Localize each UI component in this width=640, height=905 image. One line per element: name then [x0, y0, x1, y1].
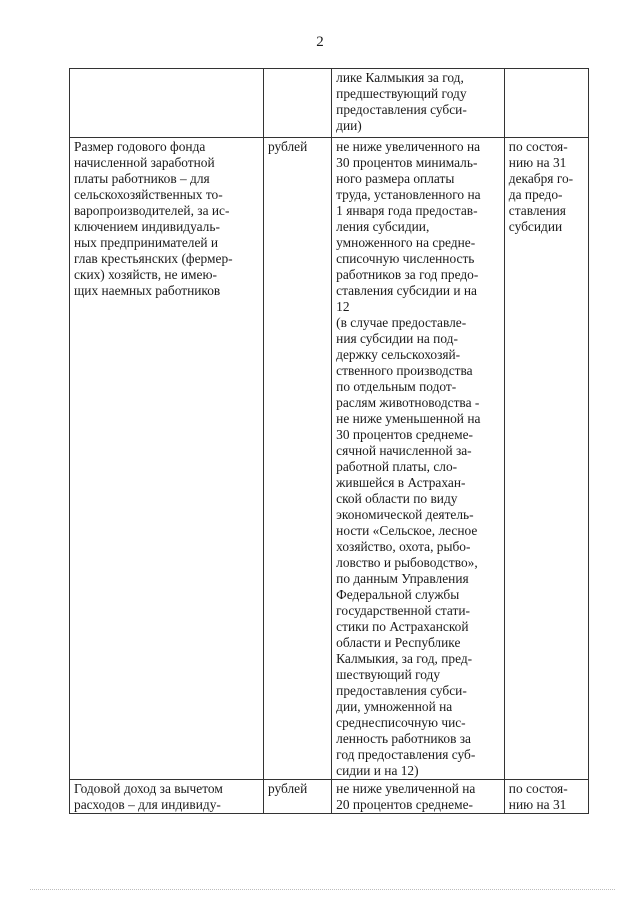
table-row — [70, 138, 589, 780]
date-cell — [504, 69, 588, 138]
value-cell: лике Калмыкия за год, предшествующий году предоставления субси- дии) — [332, 69, 505, 138]
indicator-cell: Размер годового фонда начисленной заработной платы работников – для сельскохозяйственных то- варопроизводителей, за ис- ключением индивидуаль- ных предпринимателей и глав крестьянских (фермер- ских) хозяйств, не имею- щих наемных работников — [70, 138, 264, 780]
table-row — [70, 780, 589, 814]
value-cell: не ниже увеличенного на 30 процентов минималь- ного размера оплаты труда, установленного на 1 января года предостав- ления субсидии, умноженного на средне- списочную численность работников за год предо- ставления субсидии и на 12 (в случае предоставле- ния субсидии на под- держку сельскохозяй- ственного производства по отдельным подот- раслям животноводства - не ниже уменьшенной на 30 процентов среднеме- сячной начисленной за- работной платы, сло- жившейся в Астрахан- ской области по виду экономической деятель- ности «Сельское, лесное хозяйство, охота, рыбо- ловство и рыбоводство», по данным Управления Федеральной службы государственной стати- стики по Астраханской области и Республике Калмыкия, за год, пред- шествующий году предоставления субси- дии, умноженной на среднесписочную чис- ленность работников за год предоставления суб- сидии и на 12) — [332, 138, 505, 780]
unit-cell: рублей — [263, 780, 331, 814]
unit-cell: рублей — [263, 138, 331, 780]
indicator-cell — [70, 69, 264, 138]
criteria-table — [69, 68, 589, 814]
page-bottom-rule — [30, 889, 615, 890]
date-cell: по состоя- нию на 31 декабря го- да предо- ставления субсидии — [504, 138, 588, 780]
unit-cell — [263, 69, 331, 138]
value-cell: не ниже увеличенной на 20 процентов среднеме- — [332, 780, 505, 814]
page-number: 2 — [316, 34, 324, 50]
table-row — [70, 69, 589, 138]
date-cell: по состоя- нию на 31 — [504, 780, 588, 814]
indicator-cell: Годовой доход за вычетом расходов – для индивиду- — [70, 780, 264, 814]
